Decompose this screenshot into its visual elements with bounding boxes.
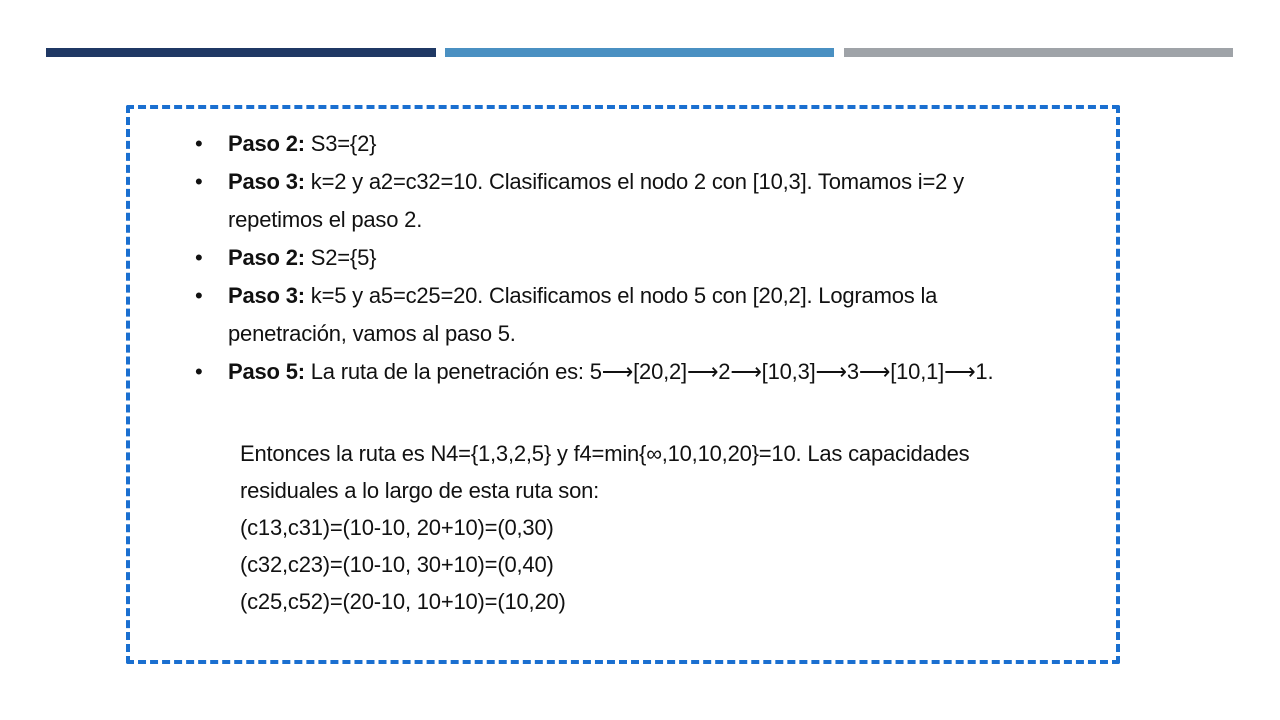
- step-text: S3={2}: [304, 131, 377, 156]
- step-item: [195, 277, 1055, 353]
- summary-line: Entonces la ruta es N4={1,3,2,5} y f4=min{∞,10,10,20}=10. Las capacidades: [240, 441, 970, 466]
- step-item: [195, 125, 1055, 163]
- step-label: Paso 3:: [228, 169, 305, 194]
- bullet-icon: •: [195, 245, 203, 270]
- step-item: [195, 239, 1055, 277]
- bullet-icon: •: [195, 169, 203, 194]
- bullet-icon: •: [195, 283, 203, 308]
- summary-line: residuales a lo largo de esta ruta son:: [240, 478, 600, 503]
- steps-list: [195, 125, 1055, 391]
- summary-block: [240, 435, 1060, 620]
- bullet-icon: •: [195, 131, 203, 156]
- summary-line: (c13,c31)=(10-10, 20+10)=(0,30): [240, 515, 554, 540]
- step-text: S2={5}: [304, 245, 377, 270]
- steps-content: [195, 125, 1055, 391]
- bullet-icon: •: [195, 359, 203, 384]
- header-bar-gray: [844, 48, 1233, 57]
- summary-line: (c32,c23)=(10-10, 30+10)=(0,40): [240, 552, 554, 577]
- step-item: [195, 163, 1055, 239]
- header-bar-dark: [46, 48, 436, 57]
- step-label: Paso 5:: [228, 359, 305, 384]
- header-bar-blue: [445, 48, 834, 57]
- step-label: Paso 3:: [228, 283, 305, 308]
- summary-line: (c25,c52)=(20-10, 10+10)=(10,20): [240, 589, 566, 614]
- step-label: Paso 2:: [228, 245, 305, 270]
- step-text: k=2 y a2=c32=10. Clasificamos el nodo 2 con [10,3]. Tomamos i=2 y repetimos el paso 2.: [228, 169, 964, 232]
- step-text: k=5 y a5=c25=20. Clasificamos el nodo 5 con [20,2]. Logramos la penetración, vamos al paso 5.: [228, 283, 938, 346]
- step-text: La ruta de la penetración es: 5⟶[20,2]⟶2⟶[10,3]⟶3⟶[10,1]⟶1.: [304, 359, 994, 384]
- step-item: [195, 353, 1055, 391]
- step-label: Paso 2:: [228, 131, 305, 156]
